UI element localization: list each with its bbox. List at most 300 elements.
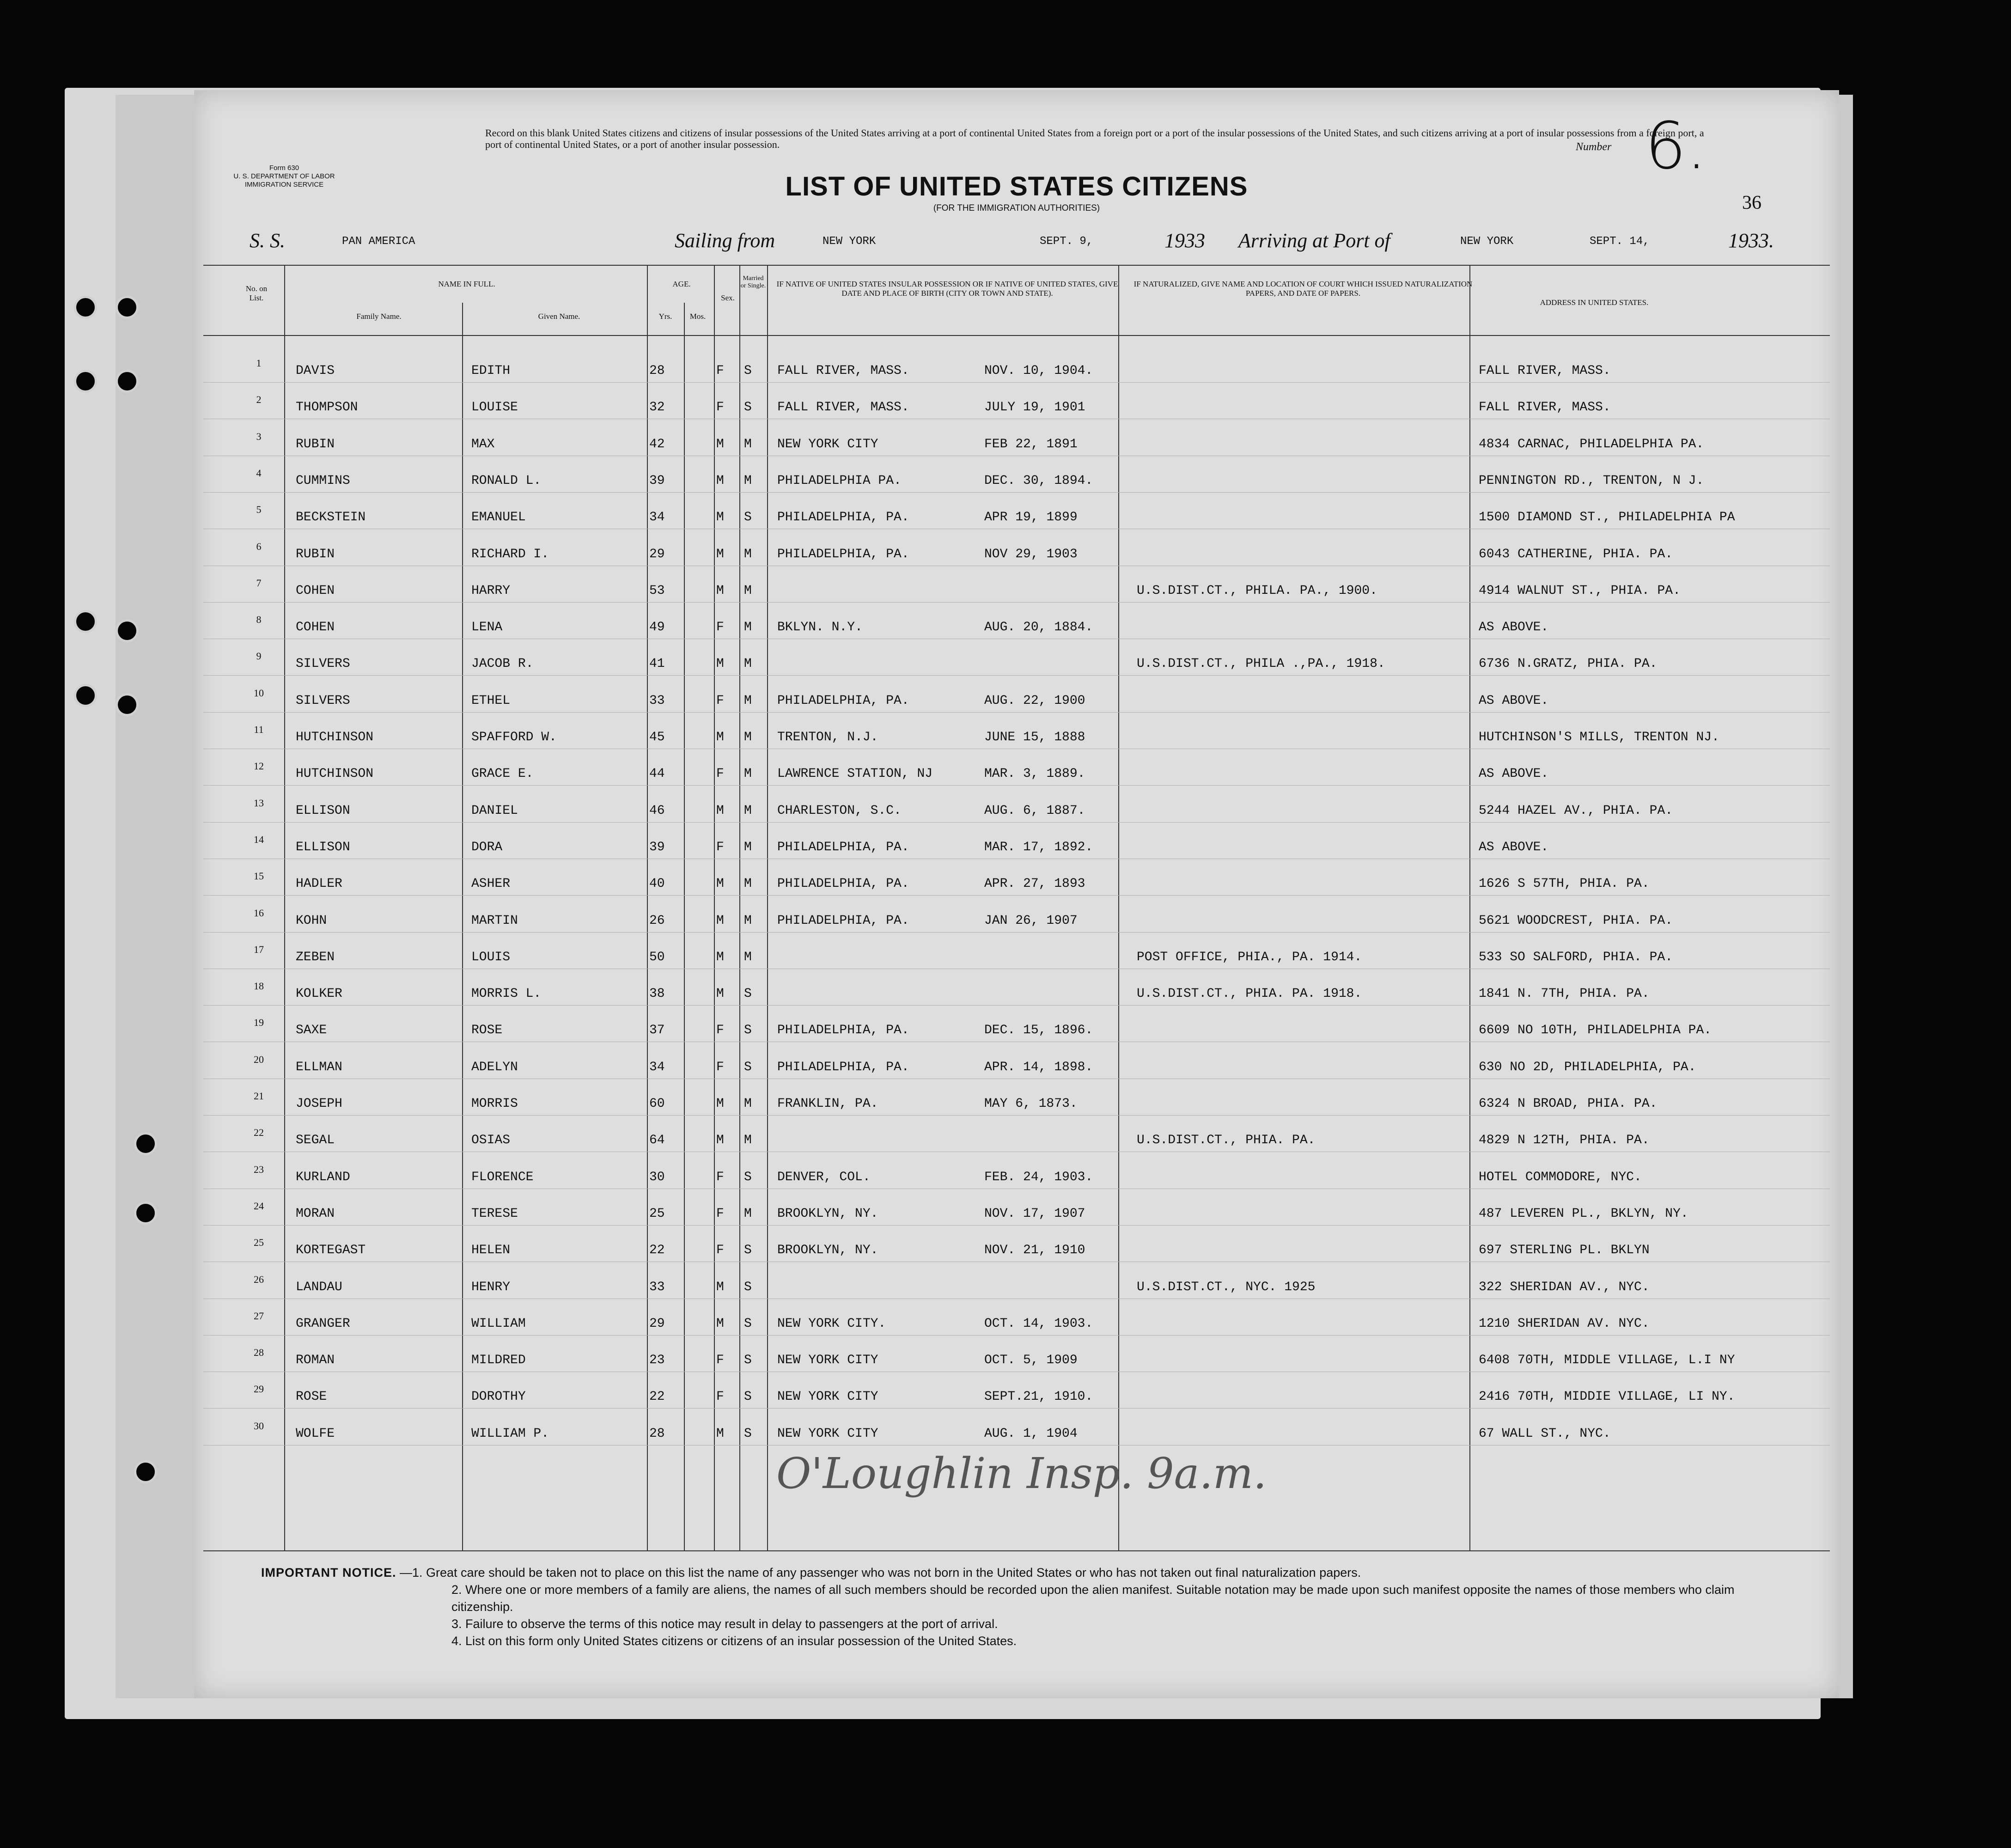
sex-cell: M xyxy=(716,657,724,671)
birth-date-cell: APR. 27, 1893 xyxy=(984,877,1085,891)
header-age: AGE. xyxy=(672,280,691,288)
birthplace-cell: PHILADELPHIA, PA. xyxy=(777,547,909,561)
col-divider xyxy=(767,266,768,1550)
given-name-cell: HENRY xyxy=(471,1280,511,1294)
naturalization-cell: POST OFFICE, PHIA., PA. 1914. xyxy=(1137,950,1362,964)
marital-status-cell: M xyxy=(744,730,752,744)
given-name-cell: GRACE E. xyxy=(471,767,534,781)
birthplace-cell: NEW YORK CITY xyxy=(777,437,878,451)
marital-status-cell: M xyxy=(744,1133,752,1148)
age-cell: 53 xyxy=(649,583,665,598)
given-name-cell: ETHEL xyxy=(471,693,511,708)
birthplace-cell: PHILADELPHIA, PA. xyxy=(777,693,909,708)
row-number: 7 xyxy=(256,577,262,589)
family-name-cell: RUBIN xyxy=(296,547,335,561)
given-name-cell: OSIAS xyxy=(471,1133,511,1148)
birth-date-cell: NOV. 17, 1907 xyxy=(984,1206,1085,1221)
birth-date-cell: OCT. 14, 1903. xyxy=(984,1316,1093,1331)
given-name-cell: EDITH xyxy=(471,364,511,378)
sex-cell: F xyxy=(716,1390,724,1404)
form-number: Form 630 xyxy=(269,164,299,172)
row-number: 8 xyxy=(256,614,262,626)
col-divider xyxy=(1469,266,1470,1550)
notice-item: —1. Great care should be taken not to place on this list the name of any passenger who was not born in the United States or who has not taken out final naturalization papers. xyxy=(400,1566,1361,1580)
family-name-cell: JOSEPH xyxy=(296,1097,342,1111)
birth-date-cell: AUG. 6, 1887. xyxy=(984,803,1085,818)
age-cell: 34 xyxy=(649,1060,665,1074)
age-cell: 22 xyxy=(649,1243,665,1258)
birthplace-cell: PHILADELPHIA PA. xyxy=(777,473,902,488)
given-name-cell: LOUIS xyxy=(471,950,511,964)
document-title: LIST OF UNITED STATES CITIZENS xyxy=(785,171,1248,201)
naturalization-cell: U.S.DIST.CT., PHIA. PA. 1918. xyxy=(1137,987,1362,1001)
birth-date-cell: APR. 14, 1898. xyxy=(984,1060,1093,1074)
given-name-cell: HARRY xyxy=(471,583,511,598)
given-name-cell: MILDRED xyxy=(471,1353,526,1368)
naturalization-cell: U.S.DIST.CT., NYC. 1925 xyxy=(1137,1280,1316,1294)
family-name-cell: ELLISON xyxy=(296,840,350,854)
birth-date-cell: AUG. 20, 1884. xyxy=(984,620,1093,635)
birth-date-cell: AUG. 22, 1900 xyxy=(984,693,1085,708)
row-rule xyxy=(203,602,1830,603)
sex-cell: M xyxy=(716,950,724,964)
address-cell: 6324 N BROAD, PHIA. PA. xyxy=(1479,1097,1658,1111)
sex-cell: F xyxy=(716,693,724,708)
marital-status-cell: S xyxy=(744,364,752,378)
marital-status-cell: S xyxy=(744,510,752,525)
birth-date-cell: MAY 6, 1873. xyxy=(984,1097,1078,1111)
age-cell: 23 xyxy=(649,1353,665,1368)
col-divider xyxy=(1118,266,1119,1550)
row-number: 10 xyxy=(254,687,264,699)
age-cell: 64 xyxy=(649,1133,665,1148)
marital-status-cell: M xyxy=(744,840,752,854)
age-cell: 25 xyxy=(649,1206,665,1221)
birth-date-cell: JULY 19, 1901 xyxy=(984,400,1085,415)
age-cell: 46 xyxy=(649,803,665,818)
row-number: 25 xyxy=(254,1237,264,1249)
address-cell: 1841 N. 7TH, PHIA. PA. xyxy=(1479,987,1650,1001)
birthplace-cell: PHILADELPHIA, PA. xyxy=(777,510,909,525)
sex-cell: M xyxy=(716,803,724,818)
table-bottom-rule xyxy=(203,1550,1830,1551)
marital-status-cell: S xyxy=(744,1060,752,1074)
col-divider xyxy=(739,266,740,1550)
family-name-cell: DAVIS xyxy=(296,364,335,378)
sex-cell: M xyxy=(716,1316,724,1331)
row-number: 15 xyxy=(254,870,264,882)
address-cell: 5244 HAZEL AV., PHIA. PA. xyxy=(1479,803,1673,818)
sex-cell: F xyxy=(716,1206,724,1221)
row-number: 30 xyxy=(254,1420,264,1432)
family-name-cell: SILVERS xyxy=(296,657,350,671)
binder-hole xyxy=(74,296,97,319)
sex-cell: M xyxy=(716,1280,724,1294)
family-name-cell: KOLKER xyxy=(296,987,342,1001)
age-cell: 33 xyxy=(649,1280,665,1294)
given-name-cell: SPAFFORD W. xyxy=(471,730,557,744)
row-number: 9 xyxy=(256,650,262,662)
row-number: 29 xyxy=(254,1383,264,1395)
address-cell: HUTCHINSON'S MILLS, TRENTON NJ. xyxy=(1479,730,1719,744)
sailing-label: Sailing from xyxy=(675,229,775,252)
marital-status-cell: S xyxy=(744,1170,752,1184)
address-cell: 1210 SHERIDAN AV. NYC. xyxy=(1479,1316,1650,1331)
row-rule xyxy=(203,675,1830,676)
notice-item: 4. List on this form only United States citizens or citizens of an insular possession of the United States. xyxy=(451,1634,1017,1648)
row-number: 24 xyxy=(254,1200,264,1212)
given-name-cell: ASHER xyxy=(471,877,511,891)
header-name-in-full: NAME IN FULL. xyxy=(438,280,495,288)
sex-cell: F xyxy=(716,840,724,854)
age-cell: 34 xyxy=(649,510,665,525)
row-number: 26 xyxy=(254,1273,264,1285)
birthplace-cell: BROOKLYN, NY. xyxy=(777,1243,878,1258)
col-divider xyxy=(684,303,685,1550)
header-rule xyxy=(203,265,1830,266)
birth-date-cell: MAR. 17, 1892. xyxy=(984,840,1093,854)
sex-cell: F xyxy=(716,1170,724,1184)
sex-cell: M xyxy=(716,437,724,451)
marital-status-cell: S xyxy=(744,400,752,415)
given-name-cell: FLORENCE xyxy=(471,1170,534,1184)
naturalization-cell: U.S.DIST.CT., PHIA. PA. xyxy=(1137,1133,1316,1148)
birth-date-cell: DEC. 30, 1894. xyxy=(984,473,1093,488)
address-cell: 6043 CATHERINE, PHIA. PA. xyxy=(1479,547,1673,561)
birth-date-cell: NOV 29, 1903 xyxy=(984,547,1078,561)
sex-cell: M xyxy=(716,583,724,598)
family-name-cell: SAXE xyxy=(296,1023,327,1038)
sex-cell: M xyxy=(716,1426,724,1441)
given-name-cell: JACOB R. xyxy=(471,657,534,671)
family-name-cell: CUMMINS xyxy=(296,473,350,488)
address-cell: AS ABOVE. xyxy=(1479,767,1549,781)
marital-status-cell: M xyxy=(744,913,752,928)
birth-date-cell: MAR. 3, 1889. xyxy=(984,767,1085,781)
sailing-date: SEPT. 9, xyxy=(1040,235,1093,248)
birth-date-cell: APR 19, 1899 xyxy=(984,510,1078,525)
given-name-cell: WILLIAM xyxy=(471,1316,526,1331)
marital-status-cell: M xyxy=(744,1097,752,1111)
birthplace-cell: PHILADELPHIA, PA. xyxy=(777,913,909,928)
sex-cell: M xyxy=(716,1133,724,1148)
family-name-cell: HUTCHINSON xyxy=(296,767,374,781)
row-rule xyxy=(203,822,1830,823)
address-cell: 4829 N 12TH, PHIA. PA. xyxy=(1479,1133,1650,1148)
age-cell: 50 xyxy=(649,950,665,964)
family-name-cell: ELLMAN xyxy=(296,1060,342,1074)
binder-hole xyxy=(116,370,139,393)
address-cell: FALL RIVER, MASS. xyxy=(1479,400,1611,415)
birthplace-cell: CHARLESTON, S.C. xyxy=(777,803,902,818)
given-name-cell: MARTIN xyxy=(471,913,518,928)
age-cell: 39 xyxy=(649,840,665,854)
sex-cell: F xyxy=(716,1023,724,1038)
address-cell: 1626 S 57TH, PHIA. PA. xyxy=(1479,877,1650,891)
birth-date-cell: OCT. 5, 1909 xyxy=(984,1353,1078,1368)
row-rule xyxy=(203,1115,1830,1116)
marital-status-cell: M xyxy=(744,803,752,818)
given-name-cell: DOROTHY xyxy=(471,1390,526,1404)
address-cell: 487 LEVEREN PL., BKLYN, NY. xyxy=(1479,1206,1688,1221)
header-given-name: Given Name. xyxy=(538,312,580,321)
family-name-cell: ROMAN xyxy=(296,1353,335,1368)
age-cell: 29 xyxy=(649,1316,665,1331)
birth-date-cell: SEPT.21, 1910. xyxy=(984,1390,1093,1404)
age-cell: 28 xyxy=(649,364,665,378)
row-number: 2 xyxy=(256,394,262,406)
arriving-label: Arriving at Port of xyxy=(1238,229,1390,252)
given-name-cell: TERESE xyxy=(471,1206,518,1221)
binder-hole xyxy=(134,1460,157,1483)
sex-cell: M xyxy=(716,547,724,561)
age-cell: 45 xyxy=(649,730,665,744)
header-married-single: Married or Single. xyxy=(740,275,766,289)
address-cell: 322 SHERIDAN AV., NYC. xyxy=(1479,1280,1650,1294)
birthplace-cell: LAWRENCE STATION, NJ xyxy=(777,767,933,781)
age-cell: 42 xyxy=(649,437,665,451)
family-name-cell: ROSE xyxy=(296,1390,327,1404)
sex-cell: M xyxy=(716,987,724,1001)
age-cell: 33 xyxy=(649,693,665,708)
family-name-cell: ZEBEN xyxy=(296,950,335,964)
header-address: ADDRESS IN UNITED STATES. xyxy=(1540,298,1649,307)
row-number: 22 xyxy=(254,1127,264,1139)
given-name-cell: HELEN xyxy=(471,1243,511,1258)
row-number: 17 xyxy=(254,943,264,955)
row-number: 1 xyxy=(256,357,262,369)
family-name-cell: COHEN xyxy=(296,583,335,598)
family-name-cell: WOLFE xyxy=(296,1426,335,1441)
age-cell: 22 xyxy=(649,1390,665,1404)
age-cell: 38 xyxy=(649,987,665,1001)
age-cell: 40 xyxy=(649,877,665,891)
ship-name: PAN AMERICA xyxy=(342,235,415,248)
header-naturalized: IF NATURALIZED, GIVE NAME AND LOCATION OF COURT WHICH ISSUED NATURALIZATION PAPERS, AND DATE OF PAPERS. xyxy=(1133,280,1473,298)
family-name-cell: SILVERS xyxy=(296,693,350,708)
family-name-cell: LANDAU xyxy=(296,1280,342,1294)
marital-status-cell: S xyxy=(744,987,752,1001)
binder-hole xyxy=(116,693,139,716)
family-name-cell: SEGAL xyxy=(296,1133,335,1148)
row-number: 5 xyxy=(256,504,262,516)
address-cell: 6736 N.GRATZ, PHIA. PA. xyxy=(1479,657,1658,671)
row-rule xyxy=(203,1335,1830,1336)
marital-status-cell: M xyxy=(744,950,752,964)
row-rule xyxy=(203,1005,1830,1006)
row-number: 11 xyxy=(254,724,264,735)
naturalization-cell: U.S.DIST.CT., PHILA .,PA., 1918. xyxy=(1137,657,1385,671)
row-number: 14 xyxy=(254,833,264,845)
address-cell: 6408 70TH, MIDDLE VILLAGE, L.I NY xyxy=(1479,1353,1735,1368)
sex-cell: M xyxy=(716,1097,724,1111)
arriving-date: SEPT. 14, xyxy=(1590,235,1650,248)
marital-status-cell: M xyxy=(744,767,752,781)
birthplace-cell: PHILADELPHIA, PA. xyxy=(777,1060,909,1074)
birth-date-cell: JAN 26, 1907 xyxy=(984,913,1078,928)
birthplace-cell: FALL RIVER, MASS. xyxy=(777,364,909,378)
given-name-cell: MORRIS L. xyxy=(471,987,542,1001)
age-cell: 49 xyxy=(649,620,665,635)
marital-status-cell: S xyxy=(744,1353,752,1368)
sex-cell: M xyxy=(716,877,724,891)
sex-cell: M xyxy=(716,473,724,488)
row-rule xyxy=(203,785,1830,786)
row-number: 6 xyxy=(256,540,262,552)
row-rule xyxy=(203,1225,1830,1226)
family-name-cell: THOMPSON xyxy=(296,400,358,415)
birth-date-cell: NOV. 10, 1904. xyxy=(984,364,1093,378)
form-instructions: Record on this blank United States citizens and citizens of insular possessions of the United States arriving at a port of continental United States from a foreign port or a port of the insular possessions of the United States, and such citizens arriving at a port of insular possessions from a foreign port, a port of continental United States, or a port of another insular possession. xyxy=(485,127,1704,150)
family-name-cell: KORTEGAST xyxy=(296,1243,366,1258)
given-name-cell: ADELYN xyxy=(471,1060,518,1074)
marital-status-cell: M xyxy=(744,547,752,561)
sailing-port: NEW YORK xyxy=(823,235,876,248)
row-number: 3 xyxy=(256,430,262,442)
row-number: 13 xyxy=(254,797,264,809)
row-rule xyxy=(203,382,1830,383)
address-cell: 67 WALL ST., NYC. xyxy=(1479,1426,1611,1441)
given-name-cell: LOUISE xyxy=(471,400,518,415)
family-name-cell: HADLER xyxy=(296,877,342,891)
address-cell: 533 SO SALFORD, PHIA. PA. xyxy=(1479,950,1673,964)
sex-cell: F xyxy=(716,1243,724,1258)
row-number: 12 xyxy=(254,760,264,772)
sex-cell: F xyxy=(716,1060,724,1074)
age-cell: 41 xyxy=(649,657,665,671)
header-months: Mos. xyxy=(689,312,706,321)
arriving-year: 1933. xyxy=(1728,229,1774,252)
inspector-signature: O'Loughlin Insp. 9a.m. xyxy=(776,1449,1267,1498)
service-name: IMMIGRATION SERVICE xyxy=(244,181,324,189)
address-cell: 1500 DIAMOND ST., PHILADELPHIA PA xyxy=(1479,510,1735,525)
header-sex: Sex. xyxy=(721,293,735,302)
row-number: 28 xyxy=(254,1347,264,1359)
marital-status-cell: M xyxy=(744,657,752,671)
col-divider xyxy=(284,266,285,1550)
address-cell: 2416 70TH, MIDDIE VILLAGE, LI NY. xyxy=(1479,1390,1735,1404)
address-cell: 4914 WALNUT ST., PHIA. PA. xyxy=(1479,583,1681,598)
marital-status-cell: S xyxy=(744,1390,752,1404)
col-divider xyxy=(714,266,715,1550)
birth-date-cell: JUNE 15, 1888 xyxy=(984,730,1085,744)
address-cell: HOTEL COMMODORE, NYC. xyxy=(1479,1170,1642,1184)
row-number: 23 xyxy=(254,1163,264,1175)
birth-date-cell: FEB 22, 1891 xyxy=(984,437,1078,451)
given-name-cell: MAX xyxy=(471,437,495,451)
address-cell: 630 NO 2D, PHILADELPHIA, PA. xyxy=(1479,1060,1696,1074)
sailing-year: 1933 xyxy=(1164,229,1205,252)
sex-cell: M xyxy=(716,913,724,928)
notice-item: 2. Where one or more members of a family are aliens, the names of all such members should be recorded upon the alien manifest. Suitable notation may be made upon such manifest opposite the names of those members who claim citizenship. xyxy=(451,1583,1735,1614)
row-number: 20 xyxy=(254,1053,264,1065)
age-cell: 60 xyxy=(649,1097,665,1111)
sex-cell: F xyxy=(716,364,724,378)
sex-cell: F xyxy=(716,400,724,415)
voyage-line xyxy=(250,229,1830,256)
marital-status-cell: S xyxy=(744,1243,752,1258)
row-rule xyxy=(203,1408,1830,1409)
number-label: Number xyxy=(1576,141,1612,153)
given-name-cell: WILLIAM P. xyxy=(471,1426,549,1441)
col-divider xyxy=(647,266,648,1550)
address-cell: PENNINGTON RD., TRENTON, N J. xyxy=(1479,473,1704,488)
document-subtitle: (FOR THE IMMIGRATION AUTHORITIES) xyxy=(933,203,1100,213)
department-name: U. S. DEPARTMENT OF LABOR xyxy=(233,172,335,180)
birthplace-cell: BROOKLYN, NY. xyxy=(777,1206,878,1221)
birthplace-cell: NEW YORK CITY xyxy=(777,1353,878,1368)
binder-hole xyxy=(116,619,139,642)
address-cell: AS ABOVE. xyxy=(1479,620,1549,635)
birth-date-cell: FEB. 24, 1903. xyxy=(984,1170,1093,1184)
marital-status-cell: M xyxy=(744,473,752,488)
row-number: 21 xyxy=(254,1090,264,1102)
row-number: 27 xyxy=(254,1310,264,1322)
notice-item: 3. Failure to observe the terms of this notice may result in delay to passengers at the port of arrival. xyxy=(451,1617,998,1631)
binder-hole xyxy=(74,370,97,393)
marital-status-cell: S xyxy=(744,1316,752,1331)
given-name-cell: DORA xyxy=(471,840,503,854)
birthplace-cell: DENVER, COL. xyxy=(777,1170,871,1184)
family-name-cell: RUBIN xyxy=(296,437,335,451)
binder-hole xyxy=(134,1132,157,1155)
binder-hole xyxy=(116,296,139,319)
row-number: 16 xyxy=(254,907,264,919)
row-rule xyxy=(203,895,1830,896)
number-value: 6. xyxy=(1645,109,1707,184)
sex-cell: M xyxy=(716,510,724,525)
row-number: 19 xyxy=(254,1017,264,1029)
age-cell: 39 xyxy=(649,473,665,488)
marital-status-cell: M xyxy=(744,620,752,635)
given-name-cell: RICHARD I. xyxy=(471,547,549,561)
age-cell: 44 xyxy=(649,767,665,781)
sex-cell: F xyxy=(716,620,724,635)
address-cell: 4834 CARNAC, PHILADELPHIA PA. xyxy=(1479,437,1704,451)
marital-status-cell: M xyxy=(744,877,752,891)
binder-hole xyxy=(134,1202,157,1225)
form-identifier xyxy=(208,164,360,189)
birthplace-cell: PHILADELPHIA, PA. xyxy=(777,840,909,854)
ss-label: S. S. xyxy=(250,229,285,252)
age-cell: 30 xyxy=(649,1170,665,1184)
binder-hole xyxy=(74,684,97,707)
column-header-rule xyxy=(203,335,1830,336)
birthplace-cell: NEW YORK CITY xyxy=(777,1390,878,1404)
age-cell: 29 xyxy=(649,547,665,561)
birthplace-cell: FALL RIVER, MASS. xyxy=(777,400,909,415)
birthplace-cell: TRENTON, N.J. xyxy=(777,730,878,744)
binder-hole xyxy=(74,610,97,633)
family-name-cell: MORAN xyxy=(296,1206,335,1221)
birthplace-cell: NEW YORK CITY. xyxy=(777,1316,886,1331)
given-name-cell: LENA xyxy=(471,620,503,635)
marital-status-cell: M xyxy=(744,583,752,598)
address-cell: FALL RIVER, MASS. xyxy=(1479,364,1611,378)
row-rule xyxy=(203,492,1830,493)
birthplace-cell: BKLYN. N.Y. xyxy=(777,620,863,635)
age-cell: 26 xyxy=(649,913,665,928)
birth-date-cell: NOV. 21, 1910 xyxy=(984,1243,1085,1258)
manifest-sheet xyxy=(194,90,1839,1698)
given-name-cell: DANIEL xyxy=(471,803,518,818)
family-name-cell: GRANGER xyxy=(296,1316,350,1331)
birthplace-cell: PHILADELPHIA, PA. xyxy=(777,1023,909,1038)
age-cell: 37 xyxy=(649,1023,665,1038)
marital-status-cell: M xyxy=(744,693,752,708)
birth-date-cell: DEC. 15, 1896. xyxy=(984,1023,1093,1038)
marital-status-cell: S xyxy=(744,1023,752,1038)
